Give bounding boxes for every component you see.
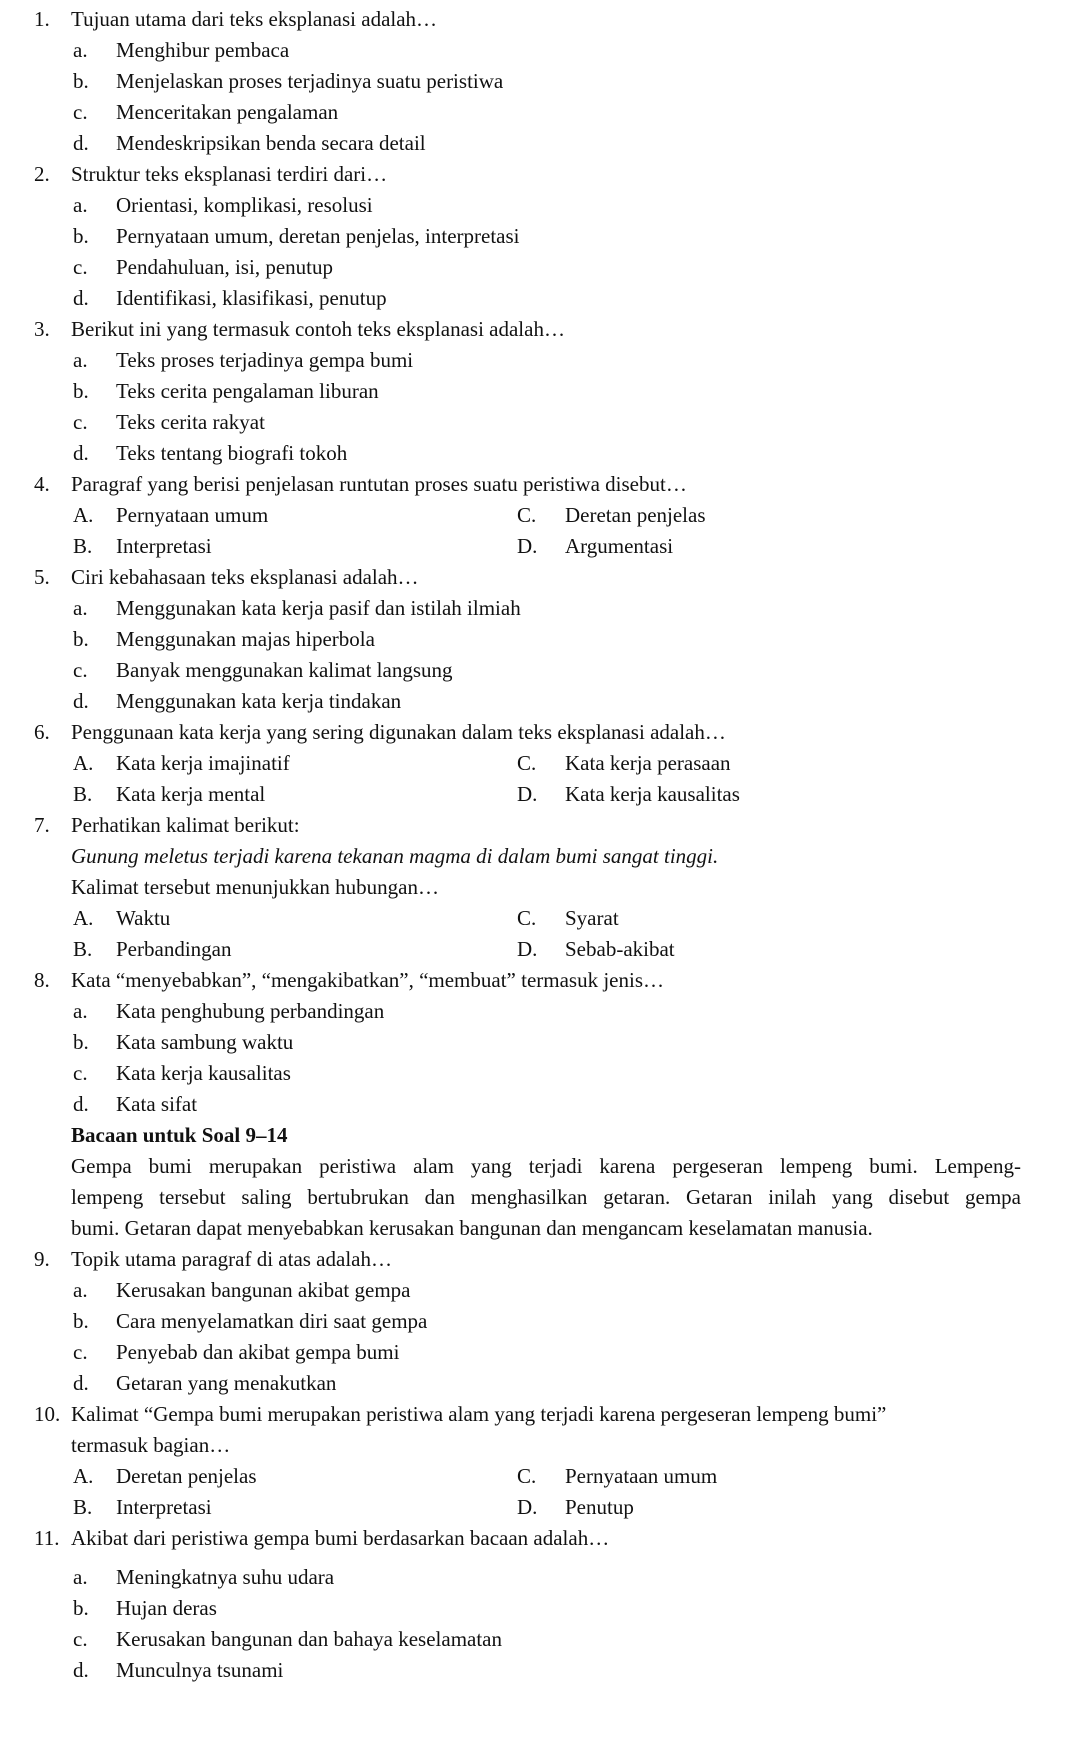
option-text: Interpretasi [116,1495,212,1519]
option-text: Kata kerja mental [116,782,266,806]
option-label: b. [73,627,89,651]
option-text: Teks proses terjadinya gempa bumi [116,348,414,372]
option-label: b. [73,224,89,248]
option-text: Pendahuluan, isi, penutup [116,255,333,279]
option-label: A. [73,906,94,930]
question-number: 9. [34,1247,50,1271]
option-text: Banyak menggunakan kalimat langsung [116,658,453,682]
option-label: B. [73,1495,93,1519]
option-label: d. [73,1658,89,1682]
option-text: Kata kerja perasaan [565,751,731,775]
question-text: Perhatikan kalimat berikut: [71,813,300,837]
option-label: c. [73,410,88,434]
option-text: Identifikasi, klasifikasi, penutup [116,286,387,310]
question-text: Kata “menyebabkan”, “mengakibatkan”, “membuat” termasuk jenis… [71,968,665,992]
option-text: Menggunakan kata kerja tindakan [116,689,402,713]
reading-line-3: bumi. Getaran dapat menyebabkan kerusakan bangunan dan mengancam keselamatan manusia. [71,1216,873,1240]
option-text: Menghibur pembaca [116,38,290,62]
question-text: Akibat dari peristiwa gempa bumi berdasarkan bacaan adalah… [71,1526,610,1550]
option-text: Kata kerja kausalitas [116,1061,291,1085]
option-label: c. [73,1340,88,1364]
option-label: a. [73,596,88,620]
option-text: Teks cerita rakyat [116,410,265,434]
question-text: Topik utama paragraf di atas adalah… [71,1247,392,1271]
question-number: 4. [34,472,50,496]
question-text-continuation: termasuk bagian… [71,1433,231,1457]
option-label: C. [517,1464,537,1488]
option-text: Menceritakan pengalaman [116,100,339,124]
option-text: Pernyataan umum [116,503,269,527]
option-label: b. [73,69,89,93]
question-text: Paragraf yang berisi penjelasan runtutan proses suatu peristiwa disebut… [71,472,687,496]
option-text: Kata kerja imajinatif [116,751,290,775]
option-text: Kata penghubung perbandingan [116,999,385,1023]
option-label: d. [73,286,89,310]
option-text: Mendeskripsikan benda secara detail [116,131,426,155]
question-number: 3. [34,317,50,341]
option-label: c. [73,658,88,682]
option-text: Kata kerja kausalitas [565,782,740,806]
option-text: Menggunakan majas hiperbola [116,627,375,651]
option-text: Kata sambung waktu [116,1030,294,1054]
question-number: 1. [34,7,50,31]
option-text: Menggunakan kata kerja pasif dan istilah ilmiah [116,596,521,620]
option-text: Interpretasi [116,534,212,558]
option-text: Perbandingan [116,937,232,961]
option-text: Cara menyelamatkan diri saat gempa [116,1309,428,1333]
option-label: D. [517,937,538,961]
question-number: 10. [34,1402,61,1426]
option-label: A. [73,751,94,775]
option-text: Syarat [565,906,619,930]
option-label: C. [517,751,537,775]
option-text: Hujan deras [116,1596,217,1620]
question-number: 2. [34,162,50,186]
reading-title-text: Bacaan untuk Soal 9–14 [71,1123,288,1147]
option-text: Deretan penjelas [565,503,706,527]
option-label: b. [73,379,89,403]
question-number: 5. [34,565,50,589]
option-text: Penyebab dan akibat gempa bumi [116,1340,400,1364]
reading-line-2: lempeng tersebut saling bertubrukan dan menghasilkan getaran. Getaran inilah yang disebut gempa [71,1185,1021,1209]
option-label: A. [73,1464,94,1488]
option-text: Orientasi, komplikasi, resolusi [116,193,373,217]
option-label: d. [73,441,89,465]
option-text: Deretan penjelas [116,1464,257,1488]
option-text: Pernyataan umum [565,1464,718,1488]
option-label: b. [73,1596,89,1620]
question-text: Berikut ini yang termasuk contoh teks eksplanasi adalah… [71,317,565,341]
option-label: d. [73,1092,89,1116]
option-text: Getaran yang menakutkan [116,1371,337,1395]
option-label: B. [73,782,93,806]
option-label: C. [517,906,537,930]
option-label: c. [73,255,88,279]
question-number: 8. [34,968,50,992]
option-label: A. [73,503,94,527]
option-text: Kerusakan bangunan dan bahaya keselamatan [116,1627,502,1651]
option-text: Kata sifat [116,1092,198,1116]
option-label: c. [73,1627,88,1651]
question-text: Struktur teks eksplanasi terdiri dari… [71,162,388,186]
option-label: c. [73,1061,88,1085]
option-text: Munculnya tsunami [116,1658,284,1682]
option-label: d. [73,1371,89,1395]
option-label: a. [73,999,88,1023]
option-text: Meningkatnya suhu udara [116,1565,335,1589]
option-text: Pernyataan umum, deretan penjelas, interpretasi [116,224,520,248]
question-text: Ciri kebahasaan teks eksplanasi adalah… [71,565,419,589]
option-text: Kerusakan bangunan akibat gempa [116,1278,411,1302]
option-text: Sebab-akibat [565,937,675,961]
question-text: Penggunaan kata kerja yang sering digunakan dalam teks eksplanasi adalah… [71,720,726,744]
question-text: Tujuan utama dari teks eksplanasi adalah… [71,7,438,31]
reading-passage [71,1151,1021,1244]
option-text: Teks tentang biografi tokoh [116,441,348,465]
question-prompt-text: Kalimat tersebut menunjukkan hubungan… [71,875,440,899]
option-text: Menjelaskan proses terjadinya suatu peristiwa [116,69,504,93]
question-number: 11. [34,1526,60,1550]
question-number: 7. [34,813,50,837]
question-number: 6. [34,720,50,744]
option-label: b. [73,1309,89,1333]
option-label: d. [73,131,89,155]
option-text: Argumentasi [565,534,674,558]
option-label: a. [73,193,88,217]
option-label: C. [517,503,537,527]
option-label: B. [73,937,93,961]
option-label: c. [73,100,88,124]
option-label: d. [73,689,89,713]
quoted-sentence-text: Gunung meletus terjadi karena tekanan magma di dalam bumi sangat tinggi. [71,844,719,868]
option-label: D. [517,534,538,558]
option-text: Waktu [116,906,171,930]
option-label: D. [517,1495,538,1519]
option-label: a. [73,1278,88,1302]
option-label: a. [73,1565,88,1589]
option-text: Teks cerita pengalaman liburan [116,379,379,403]
option-text: Penutup [565,1495,634,1519]
option-label: b. [73,1030,89,1054]
option-label: D. [517,782,538,806]
option-label: B. [73,534,93,558]
option-label: a. [73,38,88,62]
option-label: a. [73,348,88,372]
question-text: Kalimat “Gempa bumi merupakan peristiwa alam yang terjadi karena pergeseran lempeng bumi” [71,1402,887,1426]
reading-line-1: Gempa bumi merupakan peristiwa alam yang terjadi karena pergeseran lempeng bumi. Lempeng- [71,1154,1021,1178]
